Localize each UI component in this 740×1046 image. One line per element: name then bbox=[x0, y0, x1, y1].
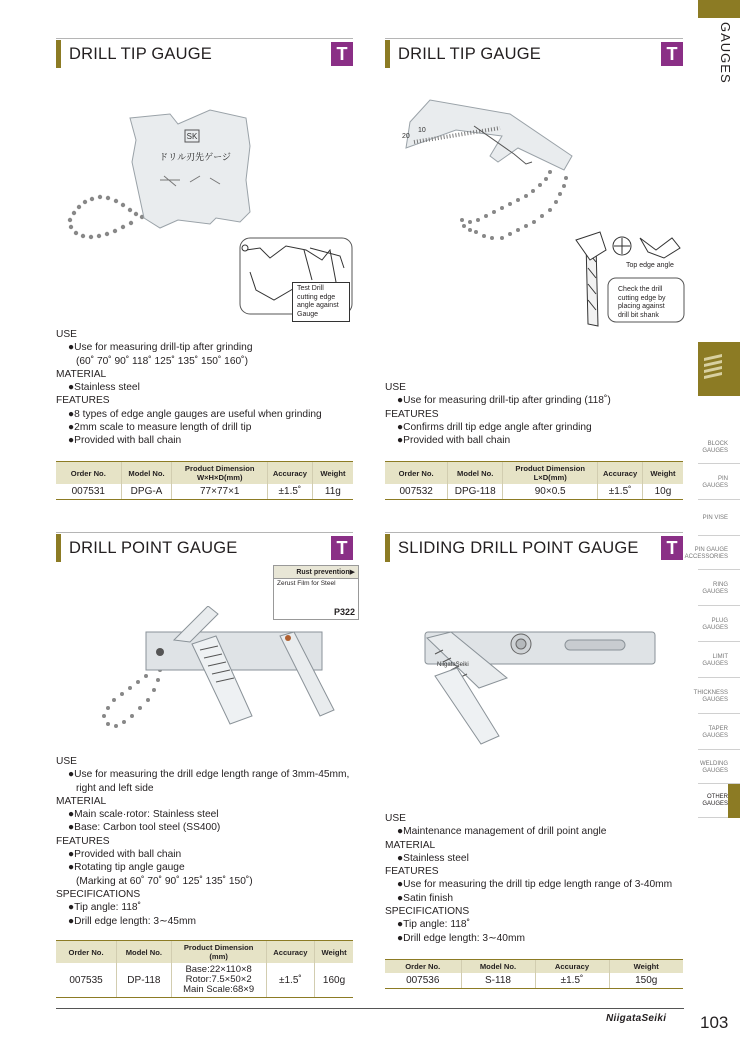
use-line: ●Maintenance management of drill point angle bbox=[397, 826, 607, 838]
sidebar-item-taper-gauges[interactable]: TAPER GAUGES bbox=[698, 716, 740, 750]
section-rule bbox=[385, 38, 683, 39]
use-line: ●Use for measuring drill-tip after grinding (118˚) bbox=[397, 395, 611, 407]
feature-line: ●Satin finish bbox=[397, 892, 453, 904]
table-cell: 160g bbox=[315, 963, 353, 998]
svg-text:NiigataSeiki: NiigataSeiki bbox=[437, 662, 469, 668]
col-header: Product Dimension W×H×D(mm) bbox=[172, 462, 268, 485]
feature-line: ●2mm scale to measure length of drill tip bbox=[68, 422, 252, 434]
footer-rule bbox=[56, 1008, 684, 1009]
col-header: Weight bbox=[642, 462, 683, 485]
use-heading: USE bbox=[56, 329, 77, 340]
col-header: Accuracy bbox=[266, 941, 314, 964]
use-line: (60˚ 70˚ 90˚ 118˚ 125˚ 135˚ 150˚ 160˚) bbox=[76, 355, 248, 367]
gauge-illustration bbox=[90, 606, 350, 746]
page-number: 103 bbox=[700, 1013, 729, 1032]
section-title: DRILL TIP GAUGE bbox=[385, 40, 541, 68]
table-cell: DP-118 bbox=[117, 963, 172, 998]
product-description bbox=[385, 381, 685, 447]
spec-line: ●Drill edge length: 3∼45mm bbox=[68, 915, 196, 927]
t-badge: T bbox=[661, 42, 683, 66]
table-cell: DPG-A bbox=[121, 484, 172, 500]
feature-line: (Marking at 60˚ 70˚ 90˚ 125˚ 135˚ 150˚) bbox=[76, 875, 253, 887]
callout-text: Check the drill cutting edge by placing against drill bit shank bbox=[618, 286, 666, 319]
sidebar-item-pin-gauges[interactable]: PIN GAUGES bbox=[698, 466, 740, 500]
table-cell: 007531 bbox=[56, 484, 121, 500]
table-cell: 007535 bbox=[56, 963, 117, 998]
section-title: DRILL POINT GAUGE bbox=[56, 534, 237, 562]
col-header: Model No. bbox=[117, 941, 172, 964]
callout-top-edge: Top edge angle bbox=[626, 262, 674, 269]
product-description bbox=[385, 812, 685, 945]
gauges-icon bbox=[698, 342, 740, 396]
feature-line: ●Confirms drill tip edge angle after grinding bbox=[397, 421, 592, 433]
table-cell: ±1.5˚ bbox=[535, 973, 609, 989]
callout-text: Test Drill cutting edge angle against Gauge bbox=[292, 282, 350, 322]
use-line: ●Use for measuring drill-tip after grinding bbox=[68, 342, 253, 354]
material-line: ●Stainless steel bbox=[397, 852, 469, 864]
dimension-line: Rotor:7.5×50×2 bbox=[185, 974, 252, 985]
use-line: right and left side bbox=[76, 782, 154, 794]
sidebar-item-limit-gauges[interactable]: LIMIT GAUGES bbox=[698, 644, 740, 678]
sidebar-item-plug-gauges[interactable]: PLUG GAUGES bbox=[698, 608, 740, 642]
table-row bbox=[56, 484, 353, 500]
col-header: Weight bbox=[609, 960, 683, 974]
col-header: Accuracy bbox=[535, 960, 609, 974]
spec-table bbox=[385, 461, 683, 500]
feature-line: ●Provided with ball chain bbox=[68, 435, 182, 447]
sidebar-item-block-gauges[interactable]: BLOCK GAUGES bbox=[698, 432, 740, 464]
col-header: Order No. bbox=[56, 941, 117, 964]
use-heading: USE bbox=[385, 813, 406, 824]
table-cell: 10g bbox=[642, 484, 683, 500]
dimension-line: Main Scale:68×9 bbox=[183, 984, 255, 995]
feature-line: ●Provided with ball chain bbox=[397, 435, 511, 447]
spec-table bbox=[56, 461, 353, 500]
category-icon-tab bbox=[698, 342, 740, 396]
product-description bbox=[56, 328, 356, 448]
feature-line: ●8 types of edge angle gauges are useful when grinding bbox=[68, 408, 322, 420]
svg-text:10: 10 bbox=[418, 127, 426, 134]
section-rule bbox=[56, 38, 353, 39]
spec-table bbox=[56, 940, 353, 998]
feature-line: ●Rotating tip angle gauge bbox=[68, 862, 185, 874]
material-line: ●Main scale·rotor: Stainless steel bbox=[68, 809, 219, 821]
use-heading: USE bbox=[56, 756, 77, 767]
table-row bbox=[385, 973, 683, 989]
sidebar-item-pin-vise[interactable]: PIN VISE bbox=[698, 502, 740, 536]
features-heading: FEATURES bbox=[56, 835, 110, 847]
spec-table bbox=[385, 959, 683, 989]
rust-prevention-subtitle: Zerust Film for Steel bbox=[277, 580, 336, 587]
specifications-heading: SPECIFICATIONS bbox=[385, 906, 470, 918]
sidebar-item-welding-gauges[interactable]: WELDING GAUGES bbox=[698, 752, 740, 784]
feature-line: ●Use for measuring the drill tip edge length range of 3-40mm bbox=[397, 879, 673, 891]
features-heading: FEATURES bbox=[385, 866, 439, 878]
sidebar-item-thickness-gauges[interactable]: THICKNESS GAUGES bbox=[698, 680, 740, 714]
table-cell: 007536 bbox=[385, 973, 461, 989]
table-cell: 007532 bbox=[385, 484, 448, 500]
table-row bbox=[56, 963, 353, 998]
product-photo-dp-118 bbox=[90, 606, 350, 746]
col-header: Accuracy bbox=[268, 462, 313, 485]
col-header: Model No. bbox=[121, 462, 172, 485]
table-row bbox=[385, 484, 683, 500]
table-cell: 11g bbox=[312, 484, 353, 500]
rust-prevention-heading: Rust prevention▶ bbox=[274, 566, 358, 579]
table-cell: ±1.5˚ bbox=[268, 484, 313, 500]
sidebar-item-other-gauges[interactable]: OTHER GAUGES bbox=[698, 784, 740, 818]
col-header: Order No. bbox=[385, 462, 448, 485]
section-rule bbox=[56, 532, 353, 533]
spec-line: ●Tip angle: 118˚ bbox=[68, 902, 141, 914]
material-heading: MATERIAL bbox=[56, 795, 107, 807]
material-line: ●Base: Carbon tool steel (SS400) bbox=[68, 822, 221, 834]
material-heading: MATERIAL bbox=[385, 839, 436, 851]
sidebar-item-pin-gauge-accessories[interactable]: PIN GAUGE ACCESSORIES bbox=[698, 538, 740, 570]
col-header: Order No. bbox=[385, 960, 461, 974]
t-badge: T bbox=[661, 536, 683, 560]
table-cell: 77×77×1 bbox=[172, 484, 268, 500]
col-header: Product Dimension L×D(mm) bbox=[503, 462, 598, 485]
svg-text:20: 20 bbox=[402, 133, 410, 140]
gauge-illustration bbox=[395, 618, 660, 753]
section-title: SLIDING DRILL POINT GAUGE bbox=[385, 534, 639, 562]
col-header: Accuracy bbox=[598, 462, 643, 485]
svg-text:SK: SK bbox=[186, 132, 198, 141]
dimension-cell bbox=[171, 963, 266, 998]
table-cell: DPG-118 bbox=[448, 484, 503, 500]
col-header: Product Dimension (mm) bbox=[171, 941, 266, 964]
active-section-marker bbox=[728, 784, 740, 818]
col-header: Order No. bbox=[56, 462, 121, 485]
rust-prevention-page-ref[interactable]: P322 bbox=[333, 607, 355, 617]
table-cell: ±1.5˚ bbox=[266, 963, 314, 998]
t-badge: T bbox=[331, 42, 353, 66]
specifications-heading: SPECIFICATIONS bbox=[56, 888, 141, 900]
section-title: DRILL TIP GAUGE bbox=[56, 40, 212, 68]
category-tab-bar bbox=[698, 0, 740, 18]
features-heading: FEATURES bbox=[385, 408, 439, 420]
col-header: Model No. bbox=[448, 462, 503, 485]
spec-line: ●Tip angle: 118˚ bbox=[397, 919, 470, 931]
dimension-line: Base:22×110×8 bbox=[185, 964, 252, 975]
gauge-japanese-label: ドリル刃先ゲージ bbox=[159, 153, 231, 163]
spec-line: ●Drill edge length: 3∼40mm bbox=[397, 932, 525, 944]
features-heading: FEATURES bbox=[56, 395, 110, 407]
col-header: Weight bbox=[312, 462, 353, 485]
section-rule bbox=[385, 532, 683, 533]
category-tab-label: GAUGES bbox=[718, 22, 733, 84]
table-cell: 150g bbox=[609, 973, 683, 989]
material-heading: MATERIAL bbox=[56, 368, 107, 380]
sidebar-item-ring-gauges[interactable]: RING GAUGES bbox=[698, 572, 740, 606]
material-line: ●Stainless steel bbox=[68, 382, 140, 394]
product-photo-s-118 bbox=[395, 618, 660, 753]
feature-line: ●Provided with ball chain bbox=[68, 849, 182, 861]
table-cell: 90×0.5 bbox=[503, 484, 598, 500]
use-heading: USE bbox=[385, 382, 406, 393]
col-header: Model No. bbox=[461, 960, 535, 974]
col-header: Weight bbox=[315, 941, 353, 964]
use-line: ●Use for measuring the drill edge length range of 3mm-45mm, bbox=[68, 769, 350, 781]
table-cell: ±1.5˚ bbox=[598, 484, 643, 500]
product-description bbox=[56, 755, 356, 928]
table-cell: S-118 bbox=[461, 973, 535, 989]
brand-logo: NiigataSeiki bbox=[606, 1013, 667, 1024]
t-badge: T bbox=[331, 536, 353, 560]
